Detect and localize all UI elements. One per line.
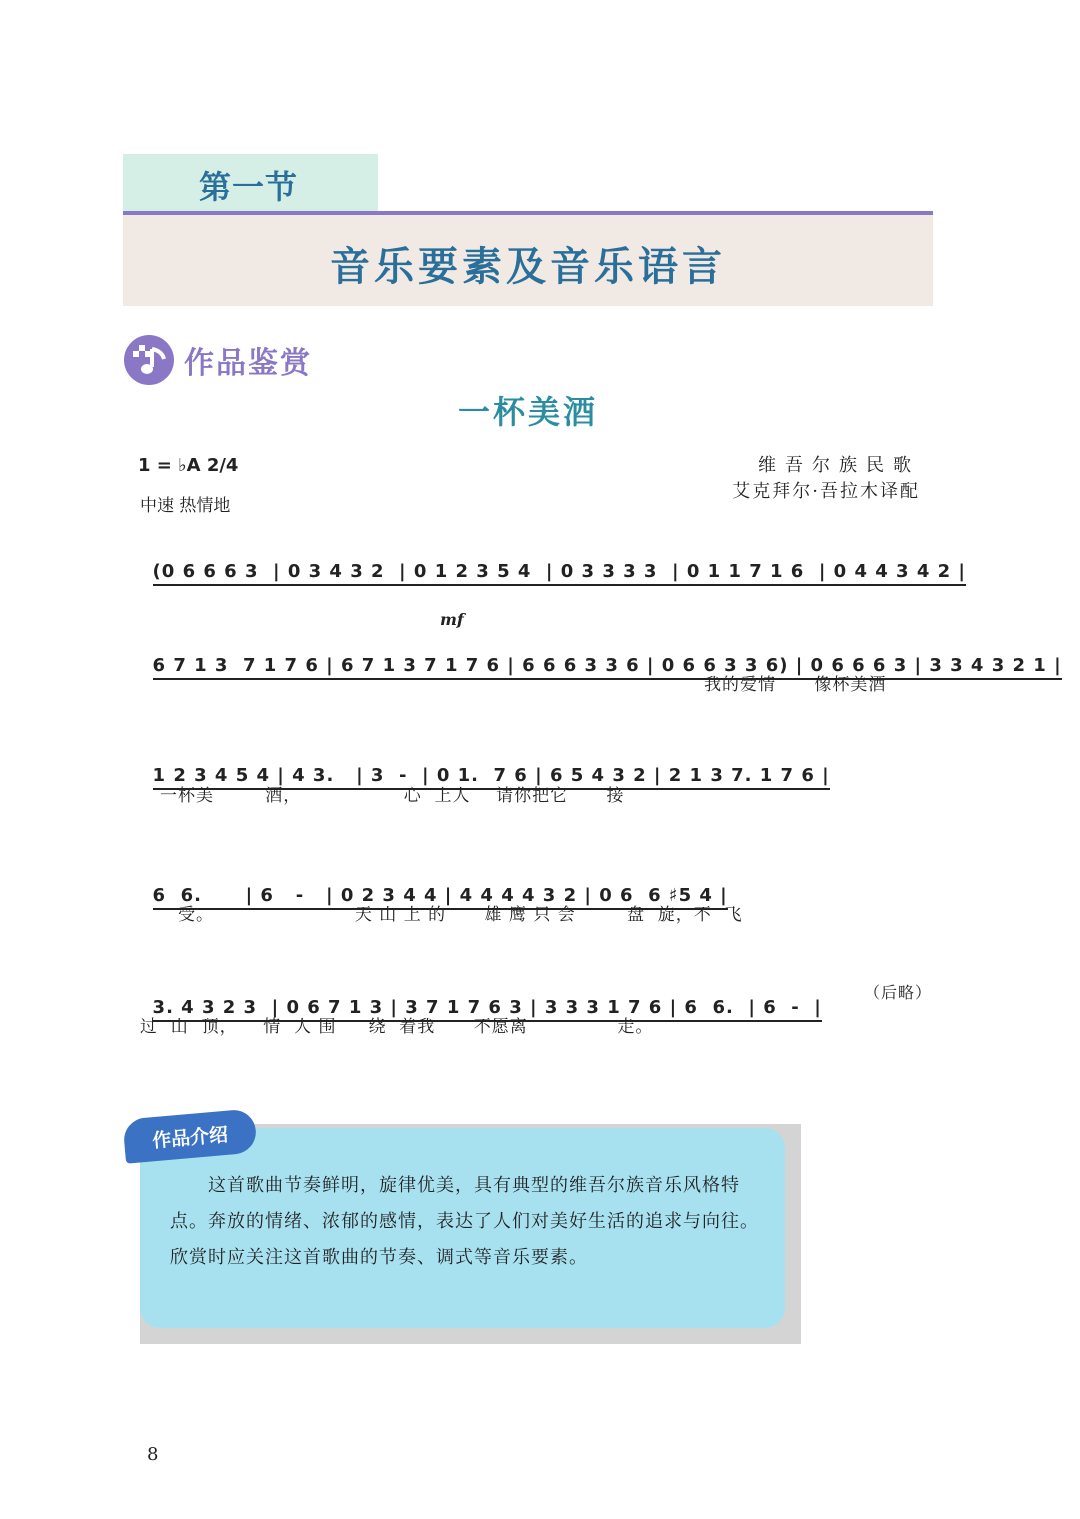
score-row-1	[138, 540, 966, 582]
song-arranger: 艾克拜尔·吾拉木译配	[732, 481, 920, 502]
score-notes: (0 6 6 6 3 | 0 3 4 3 2 | 0 1 2 3 5 4 | 0 3 3 3 3 | 0 1 1 7 1 6 | 0 4 4 3 4 2 |	[153, 561, 966, 586]
intro-tag-label: 作品介绍	[151, 1123, 229, 1153]
song-origin: 维吾尔族民歌	[758, 455, 920, 476]
section-tab	[123, 154, 378, 212]
lyrics-row-2: 我的爱情 像杯美酒	[704, 675, 887, 695]
appreciation-label: 作品鉴赏	[184, 346, 312, 381]
dynamic-marking: mf	[440, 610, 464, 629]
score-row-4	[138, 864, 922, 904]
music-note-icon	[124, 335, 174, 385]
section-label: 第一节	[199, 168, 299, 206]
intro-text: 这首歌曲节奏鲜明，旋律优美，具有典型的维吾尔族音乐风格特点。奔放的情绪、浓郁的感情，表达了人们对美好生活的追求与向往。欣赏时应关注这首歌曲的节奏、调式等音乐要素。	[170, 1175, 759, 1268]
score-row-3	[138, 744, 922, 784]
page-number: 8	[147, 1444, 159, 1465]
lyrics-row-5: 过 山 顶， 情 人 围 绕 着我 不愿离 走。	[140, 1017, 654, 1037]
key-signature: 1 = ♭A 2/4	[138, 455, 239, 476]
section-title: 音乐要素及音乐语言	[330, 244, 726, 290]
score-row-5	[138, 976, 922, 1016]
score-notes: 6 7 1 3 7 1 7 6 | 6 7 1 3 7 1 7 6 | 6 6 6 3 3 6 | 0 6 6 3 3 6) | 0 6 6 6 3 | 3 3 4 3 2 1 |	[153, 655, 1062, 680]
section-title-band	[123, 215, 933, 306]
score-notes: 3. 4 3 2 3 | 0 6 7 1 3 | 3 7 1 7 6 3 | 3 3 3 1 7 6 | 6 6. | 6 - |	[153, 997, 822, 1022]
score-notes: 6 6. | 6 - | 0 2 3 4 4 | 4 4 4 4 3 2 | 0 6 6 ♯5 4 |	[153, 885, 728, 910]
score-row-2	[138, 634, 1062, 676]
tempo-marking: 中速 热情地	[140, 496, 231, 516]
score-notes: 1 2 3 4 5 4 | 4 3. | 3 - | 0 1. 7 6 | 6 5 4 3 2 | 2 1 3 7. 1 7 6 |	[153, 765, 830, 790]
lyrics-row-4: 受。 天 山 上 的 雄 鹰 只 会 盘 旋，不 飞	[178, 905, 743, 925]
omitted-note: （后略）	[864, 983, 933, 1002]
song-title: 一杯美酒	[457, 393, 598, 431]
lyrics-row-3: 一杯美 酒， 心 上人 请你把它 接	[160, 786, 625, 806]
